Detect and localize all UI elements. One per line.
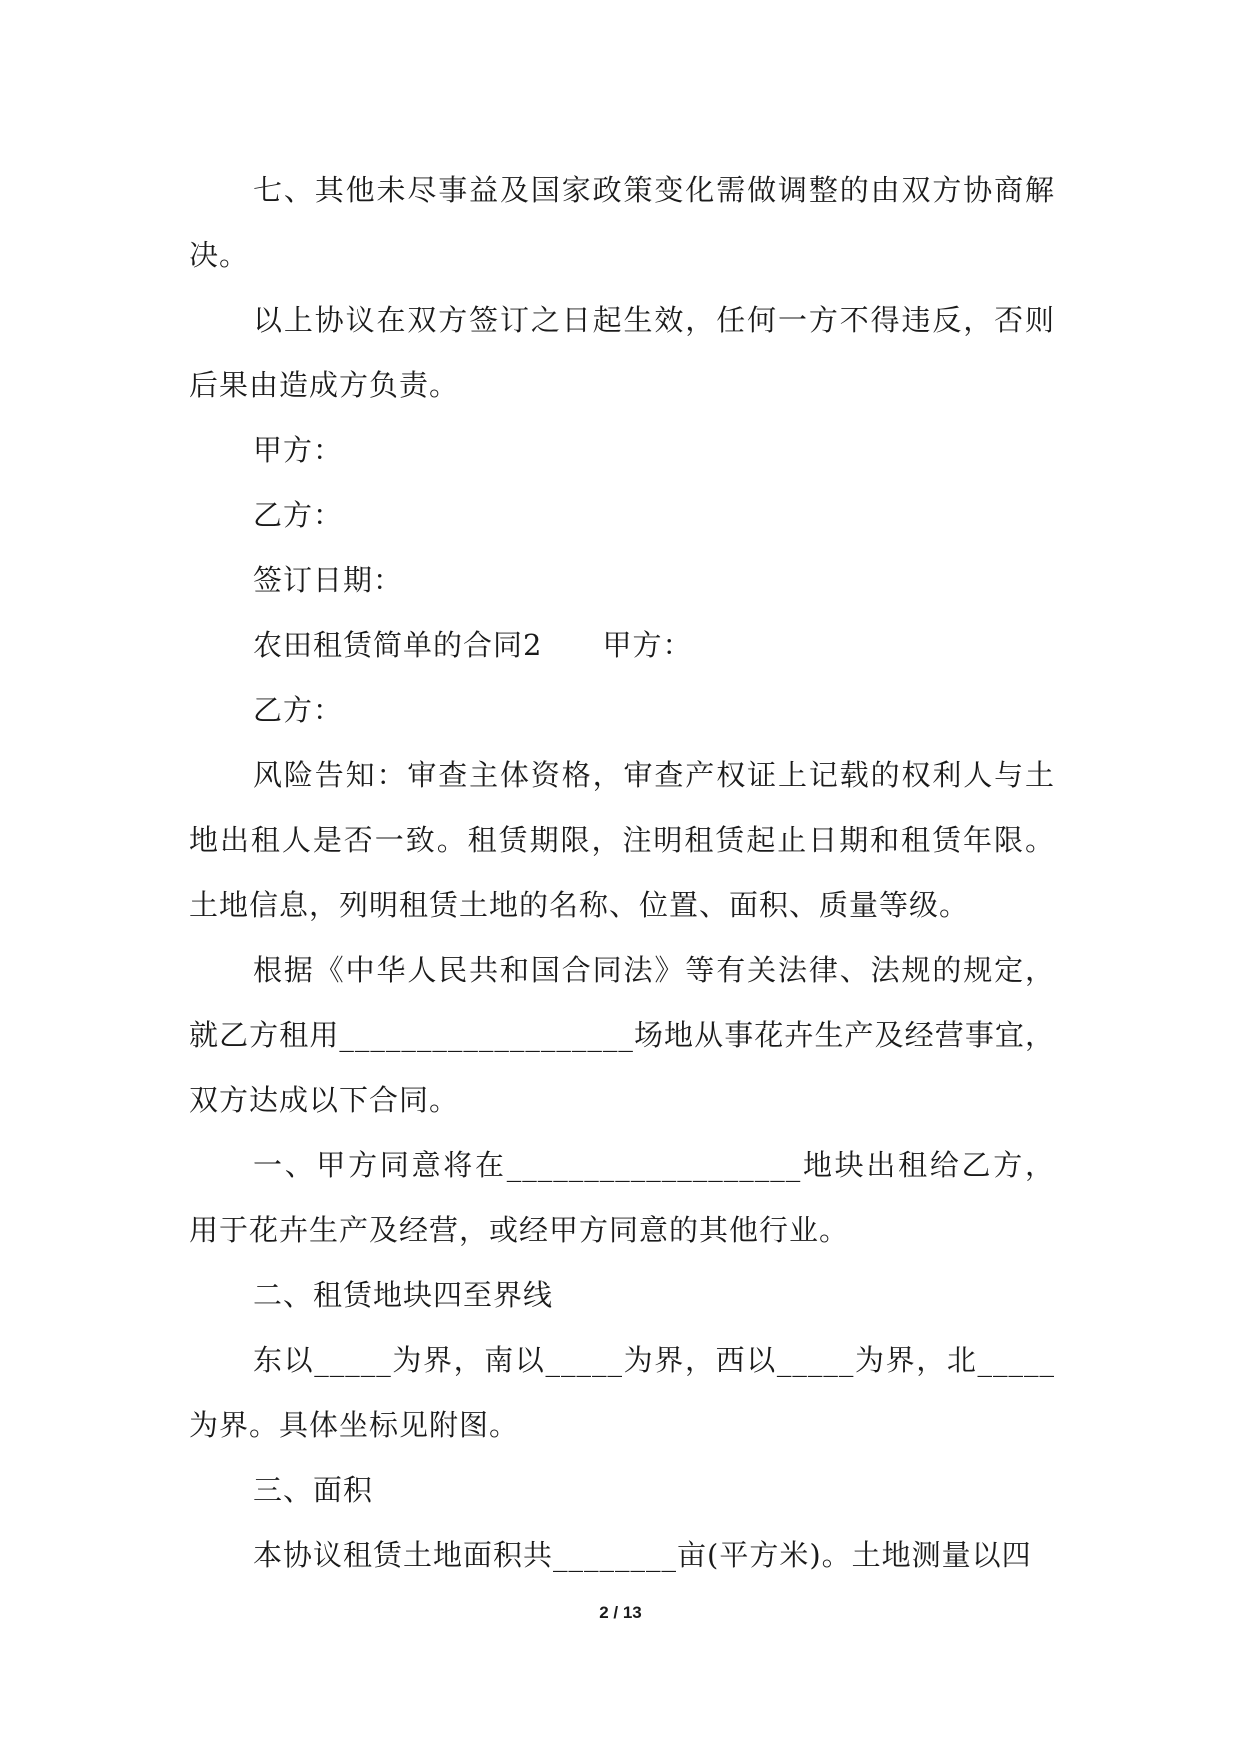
boundary-paragraph: 东以_____为界，南以_____为界，西以_____为界，北_____为界。具体坐标见附图。 (189, 1343, 1055, 1442)
party-a-line: 甲方： (253, 433, 344, 467)
document-body (189, 158, 1055, 1588)
area-paragraph: 本协议租赁土地面积共________亩(平方米)。土地测量以四 (253, 1538, 1032, 1572)
paragraph-effective-clause: 以上协议在双方签订之日起生效，任何一方不得违反，否则后果由造成方负责。 (189, 303, 1055, 402)
legal-basis-paragraph: 根据《中华人民共和国合同法》等有关法律、法规的规定，就乙方租用___________________场地从事花卉生产及经营事宜，双方达成以下合同。 (189, 953, 1055, 1117)
clause-three-heading: 三、面积 (253, 1473, 374, 1507)
risk-notice-paragraph: 风险告知：审查主体资格，审查产权证上记载的权利人与土地出租人是否一致。租赁期限，注明租赁起止日期和租赁年限。土地信息，列明租赁土地的名称、位置、面积、质量等级。 (189, 758, 1055, 922)
clause-one-paragraph: 一、甲方同意将在___________________地块出租给乙方，用于花卉生产及经营，或经甲方同意的其他行业。 (189, 1148, 1055, 1247)
party-b-line: 乙方： (253, 498, 344, 532)
signing-date-line: 签订日期： (253, 563, 404, 597)
page-number: 2 / 13 (599, 1603, 642, 1622)
clause-two-heading: 二、租赁地块四至界线 (253, 1278, 554, 1312)
paragraph-clause-seven: 七、其他未尽事益及国家政策变化需做调整的由双方协商解决。 (189, 173, 1055, 272)
party-b-line-2: 乙方： (253, 693, 344, 727)
contract-two-heading: 农田租赁简单的合同2 甲方： (253, 628, 693, 662)
